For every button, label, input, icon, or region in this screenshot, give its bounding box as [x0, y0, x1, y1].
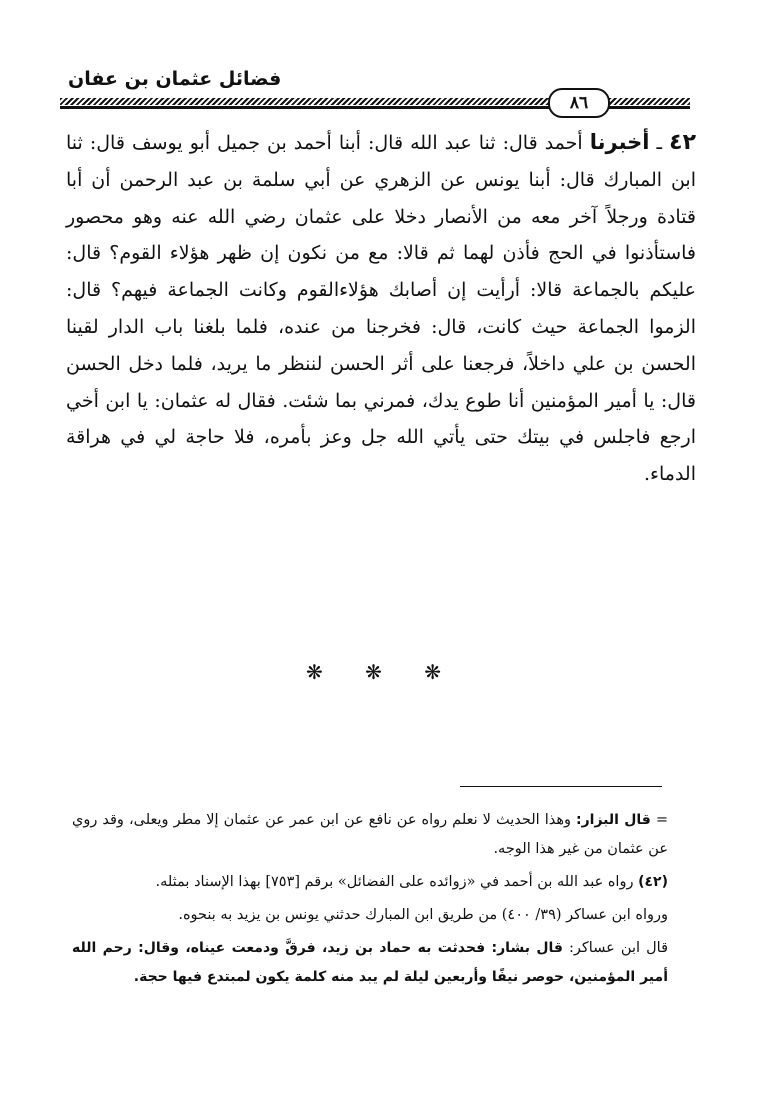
hadith-dash: ـ: [649, 132, 670, 154]
footnote-quote: [72, 934, 668, 992]
footnote-42-marker: (٤٢): [638, 874, 668, 890]
footnote-continuation-text: وهذا الحديث لا نعلم رواه عن نافع عن ابن عمر عن عثمان إلا مطر ويعلى، وقد روي عن عثمان من غير هذا الوجه.: [72, 812, 668, 857]
section-separator: ❋ ❋ ❋: [306, 660, 459, 684]
hadith-lead-word: أخبرنا: [589, 130, 650, 154]
page-title: فضائل عثمان بن عفان: [68, 68, 282, 90]
footnote-bold-label: قال البزار:: [576, 812, 651, 828]
hadith-number: ٤٢: [669, 130, 696, 155]
footnotes: [72, 806, 668, 996]
page-number: ٨٦: [548, 88, 610, 118]
footnote-rule: [460, 786, 662, 787]
footnote-continuation: [72, 806, 668, 864]
footnote-quote-bold: قال بشار: فحدثت به حماد بن زيد، فرقَّ ودمعت عيناه، وقال: رحم الله أمير المؤمنين، حوصر نيفًا وأربعين ليلة لم يبد منه كلمة يكون لمبتدع فيها حجة.: [72, 940, 668, 985]
footnote-42: [72, 868, 668, 897]
footnote-42-text: رواه عبد الله بن أحمد في «زوائده على الفضائل» برقم [٧٥٣] بهذا الإسناد بمثله.: [155, 874, 639, 890]
hadith-text: أحمد قال: ثنا عبد الله قال: أبنا أحمد بن جميل أبو يوسف قال: ثنا ابن المبارك قال: أبنا يونس عن الزهري عن أبي سلمة بن عبد الرحمن أن أبا قتادة ورجلاً آخر معه من الأنصار دخلا على عثمان رضي الله عنه وهو محصور فاستأذنوا في الحج فأذن لهما ثم قالا: مع من نكون إن ظهر هؤلاء القوم؟ قال: عليكم بالجماعة قالا: أرأيت إن أصابك هؤلاءالقوم وكانت الجماعة فيهم؟ قال: الزموا الجماعة حيث كانت، قال: فخرجنا من عنده، فلما بلغنا باب الدار لقينا الحسن بن علي داخلاً، فرجعنا على أثر الحسن لننظر ما يريد، فلما دخل الحسن قال: يا أمير المؤمنين أنا طوع يدك، فمرني بما شئت. فقال له عثمان: يا ابن أخي ارجع فاجلس في بيتك حتى يأتي الله جل وعز بأمره، فلا حاجة لي في هراقة الدماء.: [66, 132, 696, 486]
hadith-body: [66, 124, 696, 493]
footnote-continuation-marker: =: [655, 812, 668, 828]
footnote-paragraph: ورواه ابن عساكر (٣٩/ ٤٠٠) من طريق ابن المبارك حدثني يونس بن يزيد به بنحوه.: [178, 907, 668, 923]
footnote-quote-prefix: قال ابن عساكر:: [562, 940, 669, 956]
